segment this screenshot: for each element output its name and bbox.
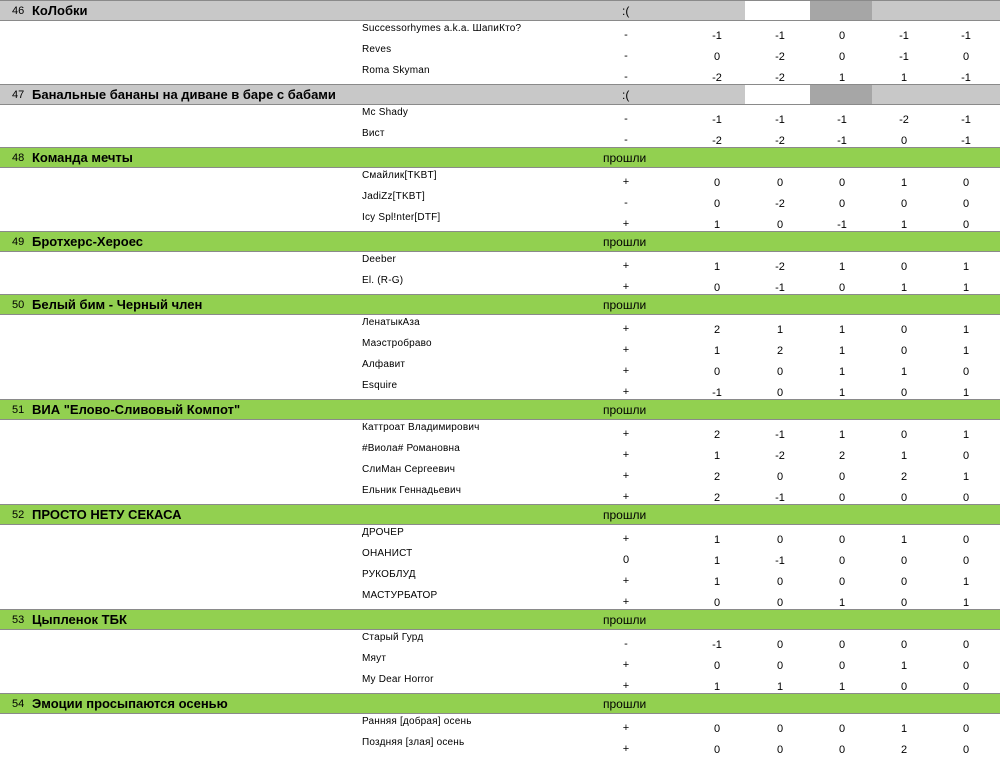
team-block (0, 504, 1000, 609)
score-1: 2 (713, 429, 721, 441)
player-name: Старый Гурд (362, 632, 424, 643)
player-flag: + (622, 722, 630, 734)
player-row (0, 42, 1000, 63)
score-2: -1 (775, 30, 785, 42)
score-5: 0 (962, 198, 970, 210)
score-5: 1 (962, 324, 970, 336)
score-3: 0 (838, 198, 846, 210)
team-block (0, 399, 1000, 504)
player-flag: 0 (622, 554, 630, 566)
score-2: 0 (776, 639, 784, 651)
player-name: Алфавит (362, 359, 406, 370)
score-5: 0 (962, 177, 970, 189)
player-row (0, 105, 1000, 126)
score-5: -1 (961, 72, 971, 84)
score-1: 1 (713, 555, 721, 567)
score-5: 0 (962, 51, 970, 63)
score-5: -1 (961, 135, 971, 147)
player-name: ОНАНИСТ (362, 548, 413, 559)
player-name: Каттроат Владимирович (362, 422, 480, 433)
player-row (0, 168, 1000, 189)
score-2: 0 (776, 660, 784, 672)
player-name: El. (R-G) (362, 275, 404, 286)
score-4: 0 (900, 135, 908, 147)
score-5: 0 (962, 660, 970, 672)
player-name: Icy Spl!nter[DTF] (362, 212, 441, 223)
score-2: -1 (775, 429, 785, 441)
score-2: -2 (775, 72, 785, 84)
score-2: 1 (776, 681, 784, 693)
score-3: 1 (838, 429, 846, 441)
player-name: Мяут (362, 653, 387, 664)
team-name: Бротхерс-Хероес (32, 234, 143, 249)
player-row (0, 672, 1000, 693)
score-5: 0 (962, 366, 970, 378)
score-2: -1 (775, 492, 785, 504)
player-row (0, 567, 1000, 588)
team-header (0, 84, 1000, 105)
team-block (0, 294, 1000, 399)
score-4: -1 (899, 30, 909, 42)
score-3: 0 (838, 555, 846, 567)
team-number: 48 (12, 152, 25, 164)
score-3: 1 (838, 681, 846, 693)
player-row (0, 378, 1000, 399)
player-name: Deeber (362, 254, 396, 265)
score-1: 0 (713, 597, 721, 609)
score-3: 0 (838, 660, 846, 672)
score-4: 0 (900, 597, 908, 609)
team-block (0, 231, 1000, 294)
player-flag: + (622, 743, 630, 755)
score-3: 0 (838, 492, 846, 504)
player-row (0, 210, 1000, 231)
team-header (0, 399, 1000, 420)
player-flag: + (622, 575, 630, 587)
player-name: Ельник Геннадьевич (362, 485, 462, 496)
player-row (0, 273, 1000, 294)
score-1: 2 (713, 471, 721, 483)
team-name: ПРОСТО НЕТУ СЕКАСА (32, 507, 182, 522)
player-flag: + (622, 260, 630, 272)
score-1: 0 (713, 744, 721, 756)
player-flag: - (624, 197, 628, 209)
score-5: 0 (962, 492, 970, 504)
score-1: 0 (713, 51, 721, 63)
score-4: -1 (899, 51, 909, 63)
score-4: 2 (900, 471, 908, 483)
player-name: Вист (362, 128, 385, 139)
score-4: 2 (900, 744, 908, 756)
player-flag: + (622, 386, 630, 398)
score-3: 1 (838, 324, 846, 336)
score-2: 0 (776, 219, 784, 231)
player-name: ДРОЧЕР (362, 527, 404, 538)
score-4: 1 (900, 219, 908, 231)
team-header (0, 609, 1000, 630)
player-flag: + (622, 344, 630, 356)
score-4: 1 (900, 282, 908, 294)
score-5: 0 (962, 555, 970, 567)
player-name: Поздняя [злая] осень (362, 737, 465, 748)
player-row (0, 714, 1000, 735)
player-flag: + (622, 428, 630, 440)
team-status: прошли (603, 298, 647, 312)
score-4: 0 (900, 639, 908, 651)
score-5: 1 (962, 576, 970, 588)
team-number: 49 (12, 236, 25, 248)
score-4: 1 (900, 534, 908, 546)
score-2: 0 (776, 471, 784, 483)
player-flag: - (624, 134, 628, 146)
team-block (0, 147, 1000, 231)
player-flag: + (622, 218, 630, 230)
score-4: 1 (900, 450, 908, 462)
score-5: 1 (962, 387, 970, 399)
player-row (0, 441, 1000, 462)
player-flag: + (622, 470, 630, 482)
score-4: 1 (900, 177, 908, 189)
player-row (0, 126, 1000, 147)
score-5: -1 (961, 114, 971, 126)
player-name: ЛенатыкАза (362, 317, 420, 328)
player-flag: - (624, 71, 628, 83)
player-name: My Dear Horror (362, 674, 434, 685)
score-2: 0 (776, 534, 784, 546)
player-row (0, 63, 1000, 84)
player-row (0, 252, 1000, 273)
score-4: 1 (900, 723, 908, 735)
player-name: Roma Skyman (362, 65, 430, 76)
team-status: :( (622, 4, 630, 18)
player-row (0, 546, 1000, 567)
player-flag: + (622, 533, 630, 545)
player-flag: + (622, 596, 630, 608)
player-row (0, 483, 1000, 504)
score-4: 0 (900, 261, 908, 273)
player-name: Ранняя [добрая] осень (362, 716, 472, 727)
player-flag: + (622, 281, 630, 293)
score-3: 1 (838, 597, 846, 609)
score-1: 1 (713, 345, 721, 357)
team-header (0, 147, 1000, 168)
score-4: 0 (900, 492, 908, 504)
score-1: 0 (713, 282, 721, 294)
score-5: 0 (962, 450, 970, 462)
score-3: -1 (837, 114, 847, 126)
team-status: :( (622, 88, 630, 102)
score-2: -2 (775, 198, 785, 210)
score-4: -2 (899, 114, 909, 126)
player-row (0, 525, 1000, 546)
team-name: Банальные бананы на диване в баре с бабами (32, 87, 336, 102)
score-5: 1 (962, 282, 970, 294)
player-flag: + (622, 491, 630, 503)
player-name: Смайлик[TKBT] (362, 170, 437, 181)
player-name: Маэстробраво (362, 338, 432, 349)
score-3: 0 (838, 723, 846, 735)
score-2: -2 (775, 261, 785, 273)
score-3: -1 (837, 219, 847, 231)
player-name: JadiZz[TKBT] (362, 191, 425, 202)
score-1: 0 (713, 660, 721, 672)
team-header (0, 693, 1000, 714)
score-5: 1 (962, 345, 970, 357)
player-name: #Виола# Романовна (362, 443, 461, 454)
score-2: 0 (776, 387, 784, 399)
score-5: 0 (962, 681, 970, 693)
score-2: 0 (776, 576, 784, 588)
team-status: прошли (603, 508, 647, 522)
team-name: ВИА "Елово-Сливовый Компот" (32, 402, 241, 417)
team-number: 53 (12, 614, 25, 626)
player-row (0, 336, 1000, 357)
score-5: 0 (962, 534, 970, 546)
score-4: 0 (900, 576, 908, 588)
player-row (0, 735, 1000, 756)
score-5: 0 (962, 639, 970, 651)
score-1: 0 (713, 366, 721, 378)
score-3: 0 (838, 177, 846, 189)
player-row (0, 420, 1000, 441)
player-flag: - (624, 113, 628, 125)
score-2: 0 (776, 366, 784, 378)
score-4: 0 (900, 387, 908, 399)
player-flag: - (624, 29, 628, 41)
team-block (0, 84, 1000, 147)
player-name: Esquire (362, 380, 398, 391)
player-row (0, 651, 1000, 672)
team-block (0, 609, 1000, 693)
score-4: 0 (900, 555, 908, 567)
team-number: 50 (12, 299, 25, 311)
score-4: 0 (900, 324, 908, 336)
team-header (0, 231, 1000, 252)
header-gap (745, 85, 810, 104)
player-row (0, 21, 1000, 42)
header-gap (745, 1, 810, 20)
score-5: 1 (962, 471, 970, 483)
score-1: 1 (713, 219, 721, 231)
highlight-cell (810, 85, 872, 104)
team-name: Эмоции просыпаются осенью (32, 696, 228, 711)
team-status: прошли (603, 403, 647, 417)
score-1: 1 (713, 534, 721, 546)
score-1: 0 (713, 723, 721, 735)
team-status: прошли (603, 151, 647, 165)
team-name: Белый бим - Черный член (32, 297, 203, 312)
score-1: -2 (712, 135, 722, 147)
score-5: 0 (962, 723, 970, 735)
score-2: -1 (775, 282, 785, 294)
score-1: -1 (712, 639, 722, 651)
player-row (0, 588, 1000, 609)
score-3: 1 (838, 261, 846, 273)
team-number: 52 (12, 509, 25, 521)
score-2: -1 (775, 114, 785, 126)
score-2: 0 (776, 177, 784, 189)
player-name: Successorhymes a.k.a. ШапиКто? (362, 23, 522, 34)
score-3: 0 (838, 30, 846, 42)
score-5: -1 (961, 30, 971, 42)
score-1: 1 (713, 576, 721, 588)
score-3: 0 (838, 744, 846, 756)
player-flag: - (624, 50, 628, 62)
score-3: 1 (838, 387, 846, 399)
team-number: 54 (12, 698, 25, 710)
team-header (0, 294, 1000, 315)
score-2: -2 (775, 135, 785, 147)
team-number: 46 (12, 5, 25, 17)
team-status: прошли (603, 235, 647, 249)
team-name: КоЛобки (32, 3, 88, 18)
team-status: прошли (603, 697, 647, 711)
player-row (0, 189, 1000, 210)
score-2: 0 (776, 723, 784, 735)
score-1: 0 (713, 198, 721, 210)
team-block (0, 0, 1000, 84)
score-3: 0 (838, 639, 846, 651)
team-number: 51 (12, 404, 25, 416)
team-header (0, 504, 1000, 525)
team-status: прошли (603, 613, 647, 627)
score-5: 1 (962, 261, 970, 273)
team-name: Команда мечты (32, 150, 133, 165)
score-1: 1 (713, 450, 721, 462)
score-1: 2 (713, 492, 721, 504)
score-4: 1 (900, 72, 908, 84)
score-2: 0 (776, 597, 784, 609)
team-header (0, 0, 1000, 21)
score-2: -1 (775, 555, 785, 567)
score-4: 0 (900, 429, 908, 441)
player-flag: + (622, 659, 630, 671)
player-name: Reves (362, 44, 392, 55)
player-flag: - (624, 638, 628, 650)
score-4: 1 (900, 366, 908, 378)
team-block (0, 693, 1000, 756)
player-row (0, 630, 1000, 651)
player-row (0, 357, 1000, 378)
player-flag: + (622, 323, 630, 335)
score-2: 1 (776, 324, 784, 336)
score-1: -1 (712, 387, 722, 399)
score-5: 1 (962, 597, 970, 609)
player-name: МАСТУРБАТОР (362, 590, 438, 601)
score-1: 0 (713, 177, 721, 189)
score-3: 1 (838, 366, 846, 378)
score-2: 0 (776, 744, 784, 756)
score-1: 2 (713, 324, 721, 336)
score-4: 0 (900, 345, 908, 357)
player-flag: + (622, 176, 630, 188)
score-3: 1 (838, 72, 846, 84)
team-number: 47 (12, 89, 25, 101)
score-1: -1 (712, 30, 722, 42)
player-flag: + (622, 449, 630, 461)
player-flag: + (622, 365, 630, 377)
score-1: 1 (713, 261, 721, 273)
score-4: 0 (900, 198, 908, 210)
player-row (0, 315, 1000, 336)
score-3: 0 (838, 51, 846, 63)
score-2: -2 (775, 51, 785, 63)
player-row (0, 462, 1000, 483)
score-3: 0 (838, 282, 846, 294)
score-3: 0 (838, 471, 846, 483)
score-2: -2 (775, 450, 785, 462)
score-5: 1 (962, 429, 970, 441)
player-name: СлиМан Сергеевич (362, 464, 456, 475)
score-1: -1 (712, 114, 722, 126)
score-4: 1 (900, 660, 908, 672)
score-2: 2 (776, 345, 784, 357)
score-3: 0 (838, 576, 846, 588)
score-3: 0 (838, 534, 846, 546)
player-flag: + (622, 680, 630, 692)
score-1: 1 (713, 681, 721, 693)
team-name: Цыпленок ТБК (32, 612, 127, 627)
score-3: 2 (838, 450, 846, 462)
score-4: 0 (900, 681, 908, 693)
score-3: 1 (838, 345, 846, 357)
highlight-cell (810, 1, 872, 20)
score-3: -1 (837, 135, 847, 147)
score-1: -2 (712, 72, 722, 84)
score-5: 0 (962, 744, 970, 756)
score-5: 0 (962, 219, 970, 231)
player-name: РУКОБЛУД (362, 569, 416, 580)
player-name: Mc Shady (362, 107, 409, 118)
